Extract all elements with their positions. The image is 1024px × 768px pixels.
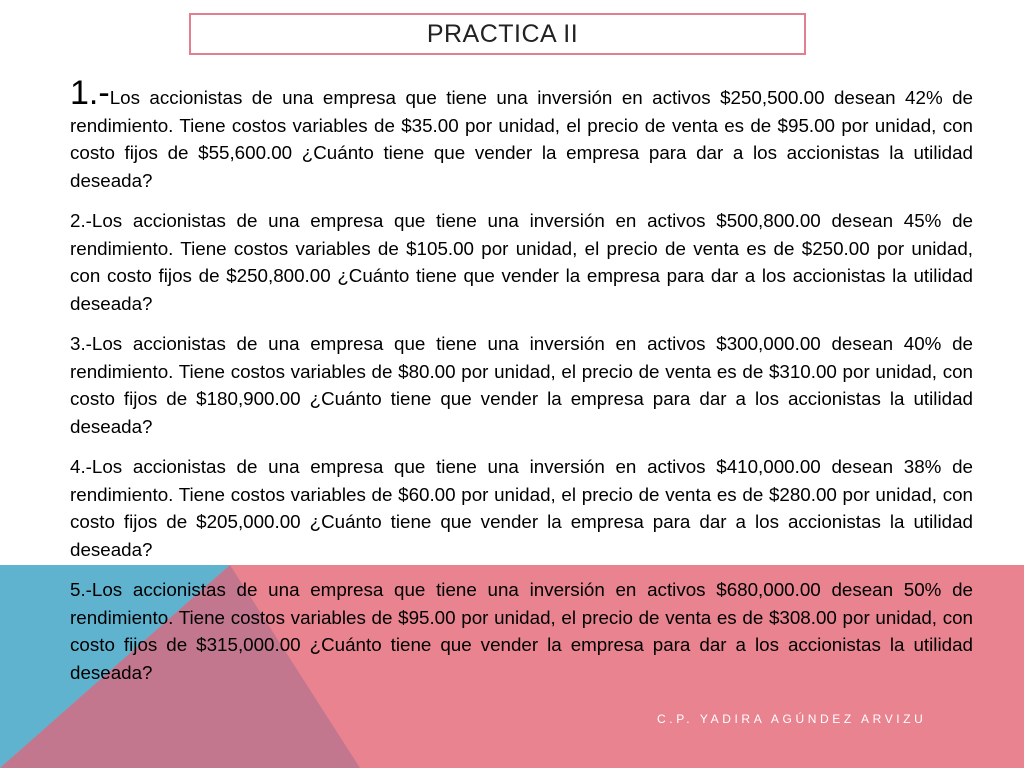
problem-text: Los accionistas de una empresa que tiene una inversión en activos $680,000.00 desean 50% de rendimiento. Tiene costos variables de $95.00 por unidad, el precio de venta es de $308.00 por unidad, con costo fijos de $315,000.00 ¿Cuánto tiene que vender la empresa para dar a los accionistas la utilidad deseada?	[70, 579, 973, 683]
problem-item	[70, 74, 973, 194]
problem-number: 4.-	[70, 456, 92, 477]
problem-text: Los accionistas de una empresa que tiene una inversión en activos $250,500.00 desean 42% de rendimiento. Tiene costos variables de $35.00 por unidad, el precio de venta es de $95.00 por unidad, con costo fijos de $55,600.00 ¿Cuánto tiene que vender la empresa para dar a los accionistas la utilidad deseada?	[70, 87, 973, 191]
problem-list	[70, 74, 973, 686]
problem-number: 2.-	[70, 210, 92, 231]
problem-number: 1.-	[70, 74, 110, 112]
problem-item	[70, 207, 973, 317]
problem-text: Los accionistas de una empresa que tiene una inversión en activos $500,800.00 desean 45% de rendimiento. Tiene costos variables de $105.00 por unidad, el precio de venta es de $250.00 por unidad, con costo fijos de $250,800.00 ¿Cuánto tiene que vender la empresa para dar a los accionistas la utilidad deseada?	[70, 210, 973, 314]
problem-text: Los accionistas de una empresa que tiene una inversión en activos $300,000.00 desean 40% de rendimiento. Tiene costos variables de $80.00 por unidad, el precio de venta es de $310.00 por unidad, con costo fijos de $180,900.00 ¿Cuánto tiene que vender la empresa para dar a los accionistas la utilidad deseada?	[70, 333, 973, 437]
slide-title: PRACTICA II	[426, 19, 579, 48]
problem-item	[70, 576, 973, 686]
author-footer: C.P. YADIRA AGÚNDEZ ARVIZU	[657, 712, 927, 726]
problem-item	[70, 453, 973, 563]
title-box	[189, 13, 806, 55]
problem-number: 3.-	[70, 333, 92, 354]
problem-item	[70, 330, 973, 440]
problem-number: 5.-	[70, 579, 92, 600]
problem-text: Los accionistas de una empresa que tiene una inversión en activos $410,000.00 desean 38% de rendimiento. Tiene costos variables de $60.00 por unidad, el precio de venta es de $280.00 por unidad, con costo fijos de $205,000.00 ¿Cuánto tiene que vender la empresa para dar a los accionistas la utilidad deseada?	[70, 456, 973, 560]
